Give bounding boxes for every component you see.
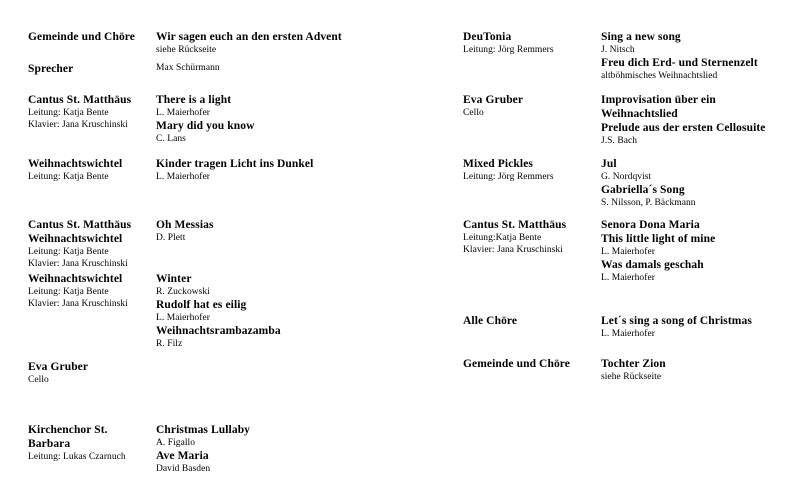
work-title: Senora Dona Maria <box>601 219 700 231</box>
work-note: L. Maierhofer <box>156 108 210 118</box>
work-note: L. Maierhofer <box>601 247 655 257</box>
work-title: Mary did you know <box>156 120 255 132</box>
work-title: Sing a new song <box>601 31 681 43</box>
program-entry <box>463 30 784 82</box>
program-entry <box>28 272 455 350</box>
performer-block <box>463 157 601 183</box>
performer-block <box>28 423 156 463</box>
work-title: There is a light <box>156 94 232 106</box>
work-title: Winter <box>156 273 192 285</box>
program-entry <box>28 30 455 56</box>
work-note: S. Nilsson, P. Bäckmann <box>601 198 696 208</box>
program-entry <box>463 357 784 383</box>
work-note: R. Zuckowski <box>156 287 210 297</box>
performer-detail: Leitung: Jörg Remmers <box>463 45 554 55</box>
work-title: Freu dich Erd- und Sternenzelt <box>601 57 758 69</box>
work-title: This little light of mine <box>601 233 716 245</box>
performer-detail: Leitung: Katja Bente <box>28 172 109 182</box>
performer-block <box>28 62 156 76</box>
work-note: J.S. Bach <box>601 136 638 146</box>
performer-detail: Cello <box>463 108 484 118</box>
work-title: Oh Messias <box>156 219 214 231</box>
performer-name: Mixed Pickles <box>463 158 533 170</box>
performer-name: Cantus St. Matthäus <box>463 219 567 231</box>
performer-name: Gemeinde und Chöre <box>463 358 571 370</box>
work-title: Let´s sing a song of Christmas <box>601 315 752 327</box>
works-block <box>156 218 455 244</box>
works-block <box>601 314 784 340</box>
performer-block <box>463 93 601 119</box>
works-block <box>156 157 455 183</box>
works-block <box>156 423 455 475</box>
program-entry <box>28 360 455 386</box>
work-title: Improvisation über ein Weihnachtslied <box>601 94 716 120</box>
works-block <box>156 62 455 74</box>
performer-block <box>28 360 156 386</box>
performer-name: Weihnachtswichtel <box>28 273 123 285</box>
work-note: C. Lans <box>156 134 186 144</box>
performer-name: Eva Gruber <box>463 94 524 106</box>
program-entry <box>463 218 784 284</box>
performer-detail: Leitung: Jörg Remmers <box>463 172 554 182</box>
performer-block <box>463 314 601 328</box>
performer-name: Alle Chöre <box>463 315 518 327</box>
works-block <box>156 30 455 56</box>
program-column-right <box>455 0 800 488</box>
performer-detail: Klavier: Jana Kruschinski <box>28 259 128 269</box>
work-title: Jul <box>601 158 617 170</box>
performer-name: Sprecher <box>28 63 74 75</box>
performer-block <box>28 30 156 44</box>
work-note: Max Schürmann <box>156 63 220 73</box>
work-note: R. Filz <box>156 339 183 349</box>
performer-block <box>463 357 601 371</box>
program-entry <box>463 314 784 340</box>
performer-name: Cantus St. Matthäus <box>28 219 132 231</box>
program-entry <box>28 93 455 145</box>
performer-detail: Klavier: Jana Kruschinski <box>28 120 128 130</box>
performer-name: Weihnachtswichtel <box>28 158 123 170</box>
performer-name: Cantus St. Matthäus <box>28 94 132 106</box>
work-title: Ave Maria <box>156 450 209 462</box>
work-note: siehe Rückseite <box>156 45 217 55</box>
program-entry <box>463 157 784 209</box>
performer-block <box>28 272 156 310</box>
program-entry <box>463 93 784 147</box>
works-block <box>601 357 784 383</box>
work-title: Tochter Zion <box>601 358 666 370</box>
performer-block <box>28 93 156 131</box>
performer-name: DeuTonia <box>463 31 512 43</box>
works-block <box>601 93 784 147</box>
work-note: D. Plett <box>156 233 186 243</box>
performer-detail: Cello <box>28 375 49 385</box>
work-title: Christmas Lullaby <box>156 424 251 436</box>
work-note: L. Maierhofer <box>156 313 210 323</box>
performer-block <box>28 218 156 270</box>
work-note: G. Nordqvist <box>601 172 652 182</box>
work-title: Kinder tragen Licht ins Dunkel <box>156 158 314 170</box>
program-entry <box>28 157 455 183</box>
work-title: Gabriella´s Song <box>601 184 685 196</box>
performer-detail: Leitung: Katja Bente <box>28 247 109 257</box>
works-block <box>601 218 784 284</box>
work-note: L. Maierhofer <box>156 172 210 182</box>
performer-name: Eva Gruber <box>28 361 89 373</box>
works-block <box>601 30 784 82</box>
work-note: A. Figallo <box>156 438 196 448</box>
work-title: Weihnachtsrambazamba <box>156 325 281 337</box>
performer-detail: Klavier: Jana Kruschinski <box>463 245 563 255</box>
performer-name: Weihnachtswichtel <box>28 233 123 245</box>
performer-detail: Leitung: Katja Bente <box>28 108 109 118</box>
program-entry <box>28 423 455 475</box>
performer-name: Gemeinde und Chöre <box>28 31 136 43</box>
performer-block <box>463 30 601 56</box>
performer-detail: Klavier: Jana Kruschinski <box>28 299 128 309</box>
work-note: J. Nitsch <box>601 45 635 55</box>
program-entry <box>28 62 455 76</box>
performer-detail: Leitung: Katja Bente <box>28 287 109 297</box>
works-block <box>156 93 455 145</box>
performer-detail: Leitung:Katja Bente <box>463 233 542 243</box>
work-note: altböhmisches Weihnachtslied <box>601 71 718 81</box>
program-entry <box>28 218 455 270</box>
performer-block <box>28 157 156 183</box>
work-note: siehe Rückseite <box>601 372 662 382</box>
performer-block <box>463 218 601 256</box>
work-note: L. Maierhofer <box>601 329 655 339</box>
work-title: Was damals geschah <box>601 259 704 271</box>
performer-detail: Leitung: Lukas Czarnuch <box>28 452 126 462</box>
works-block <box>156 272 455 350</box>
work-title: Rudolf hat es eilig <box>156 299 247 311</box>
work-title: Prelude aus der ersten Cellosuite <box>601 122 766 134</box>
works-block <box>601 157 784 209</box>
work-title: Wir sagen euch an den ersten Advent <box>156 31 342 43</box>
performer-name: Kirchenchor St. Barbara <box>28 424 108 450</box>
work-note: L. Maierhofer <box>601 273 655 283</box>
work-note: David Basden <box>156 464 211 474</box>
